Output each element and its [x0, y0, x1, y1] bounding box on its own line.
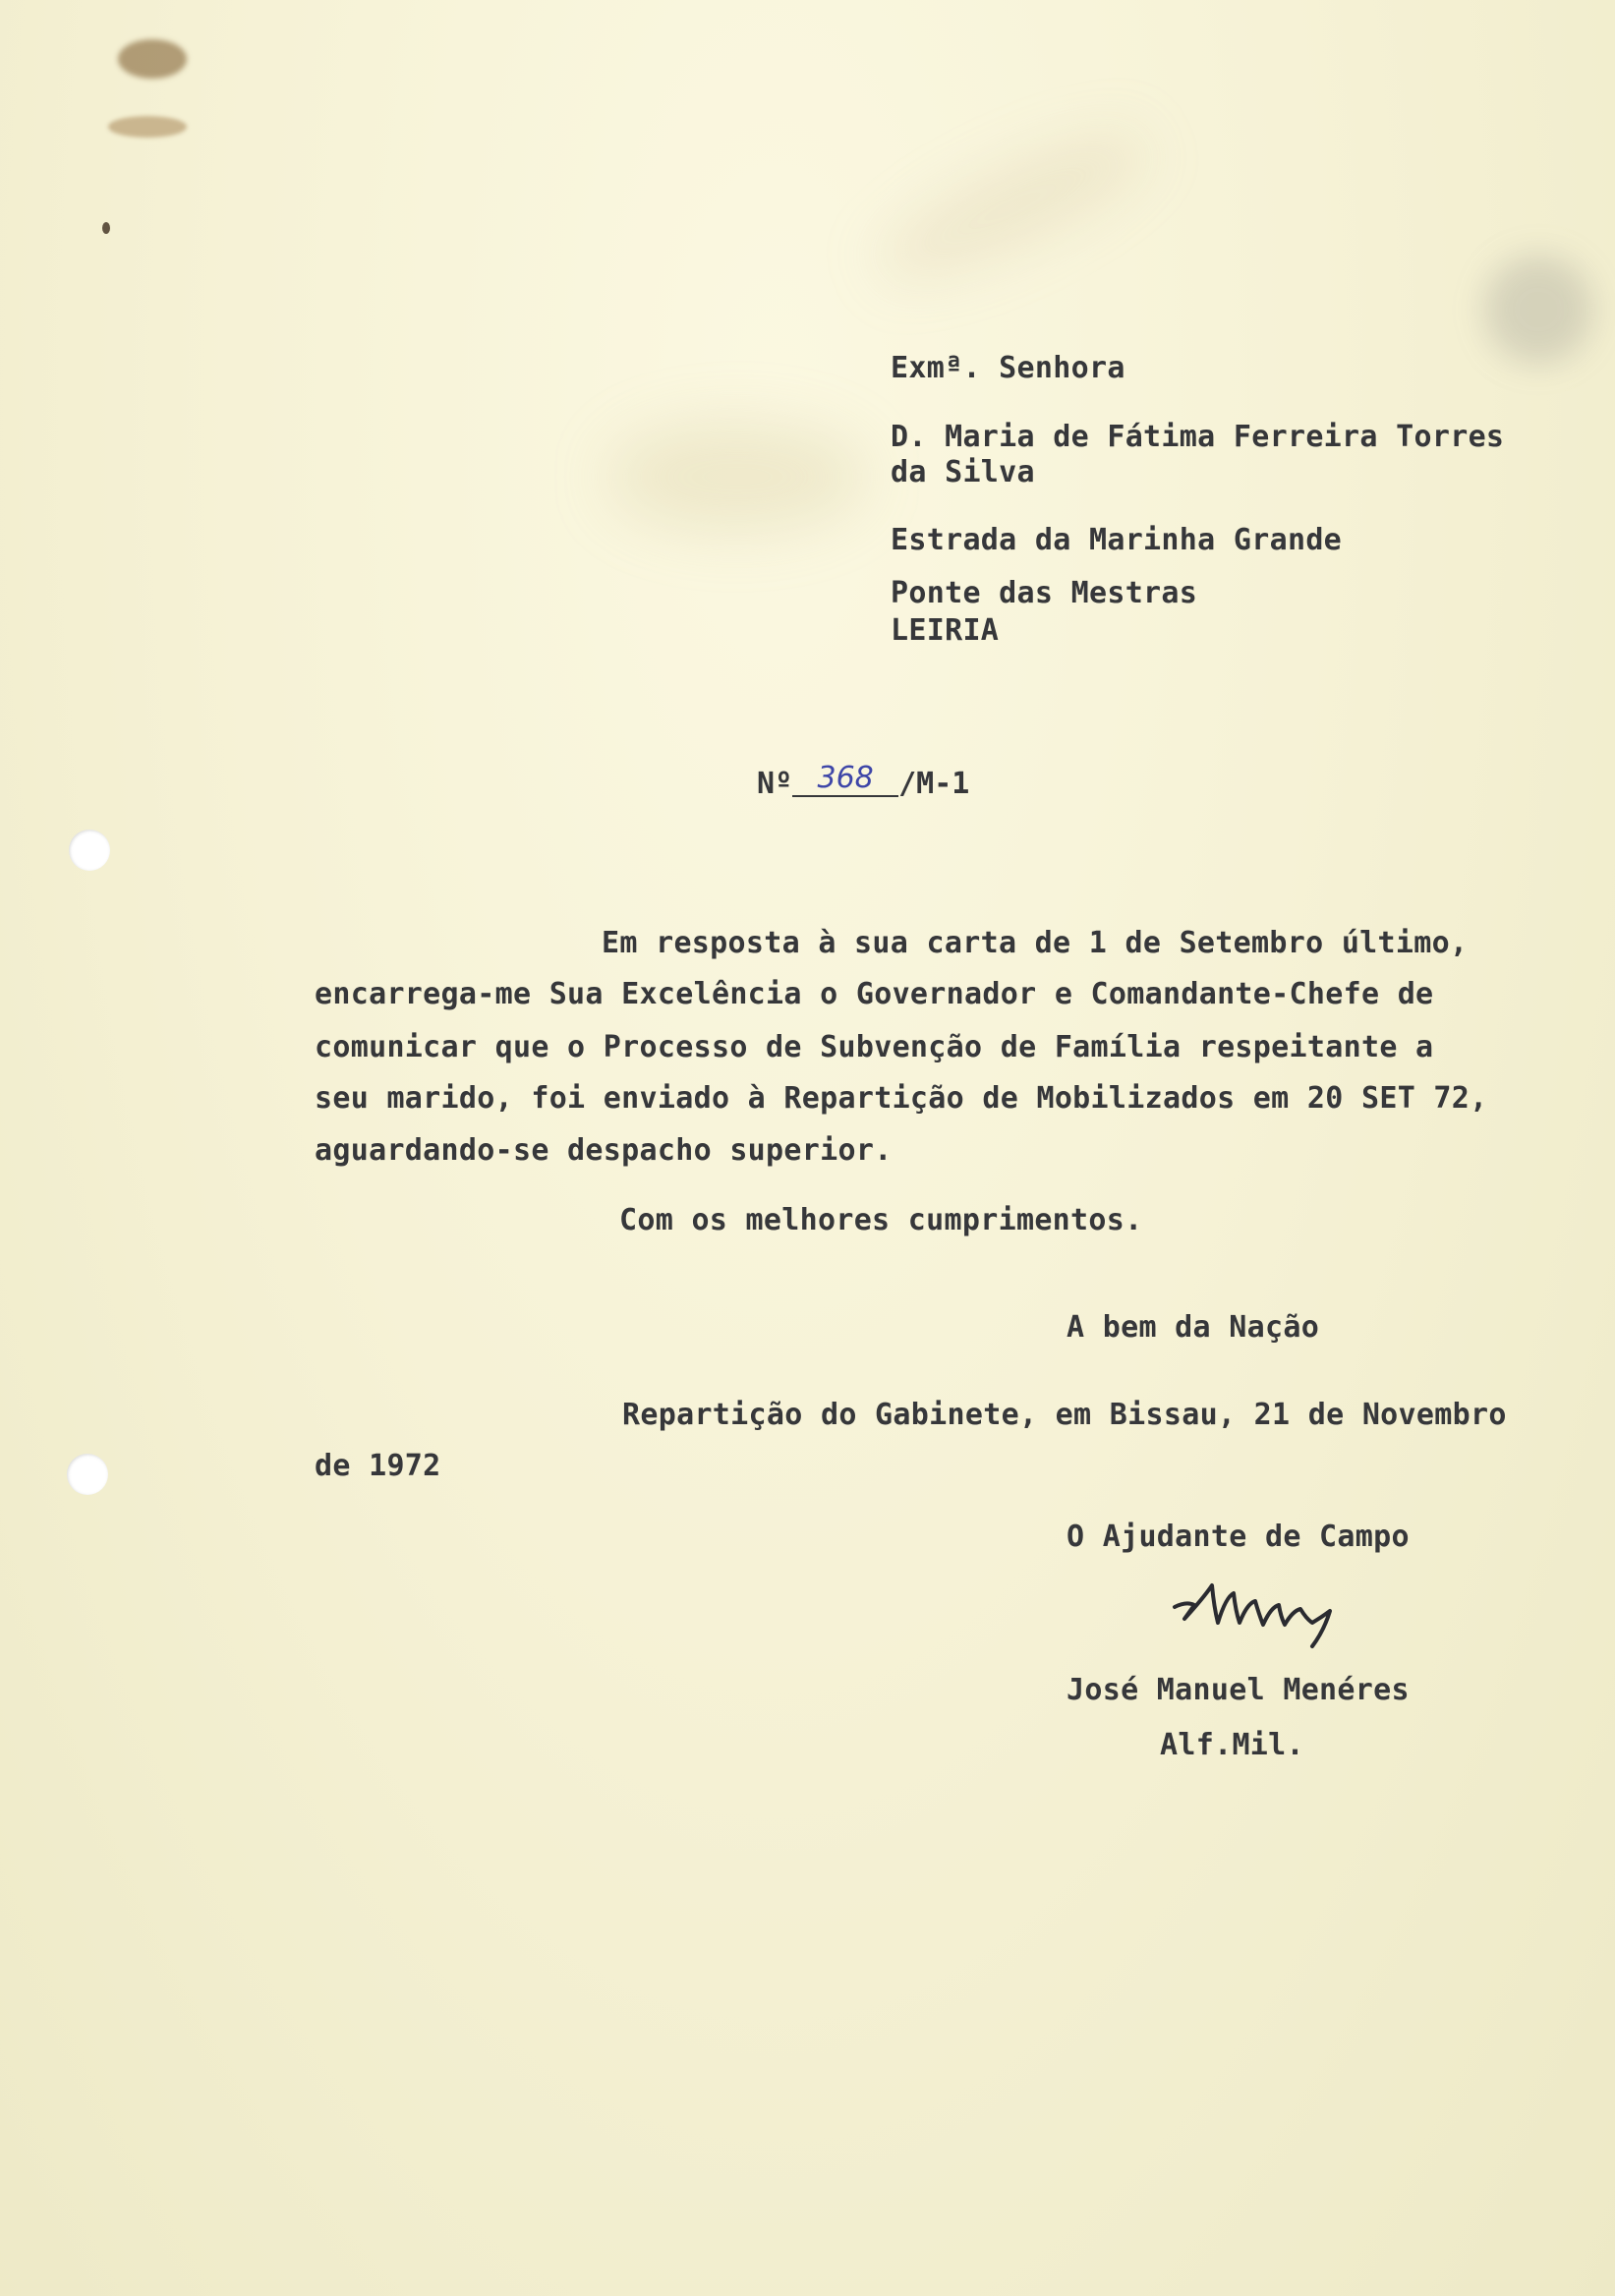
body-line-3: comunicar que o Processo de Subvenção de Família respeitante a	[315, 1030, 1434, 1064]
reference-suffix: /M-1	[898, 767, 970, 801]
punch-hole-bottom	[67, 1454, 108, 1495]
place-date-line2: de 1972	[315, 1449, 441, 1483]
body-line-5: aguardando-se despacho superior.	[315, 1133, 893, 1168]
recipient-name-line1: D. Maria de Fátima Ferreira Torres	[891, 420, 1505, 454]
rust-stain	[108, 116, 187, 138]
reference-number	[757, 761, 970, 803]
signer-rank: Alf.Mil.	[1160, 1728, 1304, 1762]
regards: Com os melhores cumprimentos.	[619, 1203, 1143, 1237]
body-line-4: seu marido, foi enviado à Repartição de Mobilizados em 20 SET 72,	[315, 1081, 1488, 1116]
body-line-1: Em resposta à sua carta de 1 de Setembro último,	[602, 926, 1469, 960]
body-line-2: encarrega-me Sua Excelência o Governador e Comandante-Chefe de	[315, 977, 1434, 1011]
salutation: Exmª. Senhora	[891, 351, 1125, 385]
signer-name: José Manuel Menéres	[1067, 1673, 1410, 1707]
recipient-name-line2: da Silva	[891, 455, 1035, 489]
signer-title: O Ajudante de Campo	[1067, 1520, 1410, 1554]
punch-hole-top	[69, 830, 110, 871]
recipient-street: Estrada da Marinha Grande	[891, 523, 1343, 557]
recipient-locality: Ponte das Mestras	[891, 576, 1198, 610]
place-date-line1: Repartição do Gabinete, em Bissau, 21 de Novembro	[622, 1398, 1507, 1432]
rust-stain	[118, 39, 187, 79]
reference-handwritten-number: 368	[792, 761, 898, 797]
handwritten-signature	[1165, 1568, 1420, 1666]
ink-spot	[102, 222, 110, 234]
motto: A bem da Nação	[1067, 1310, 1320, 1345]
reference-prefix: Nº	[757, 767, 793, 801]
paper-discoloration	[1484, 256, 1592, 364]
recipient-city: LEIRIA	[891, 613, 1000, 648]
paper-discoloration	[609, 423, 865, 531]
paper-discoloration	[862, 108, 1163, 304]
